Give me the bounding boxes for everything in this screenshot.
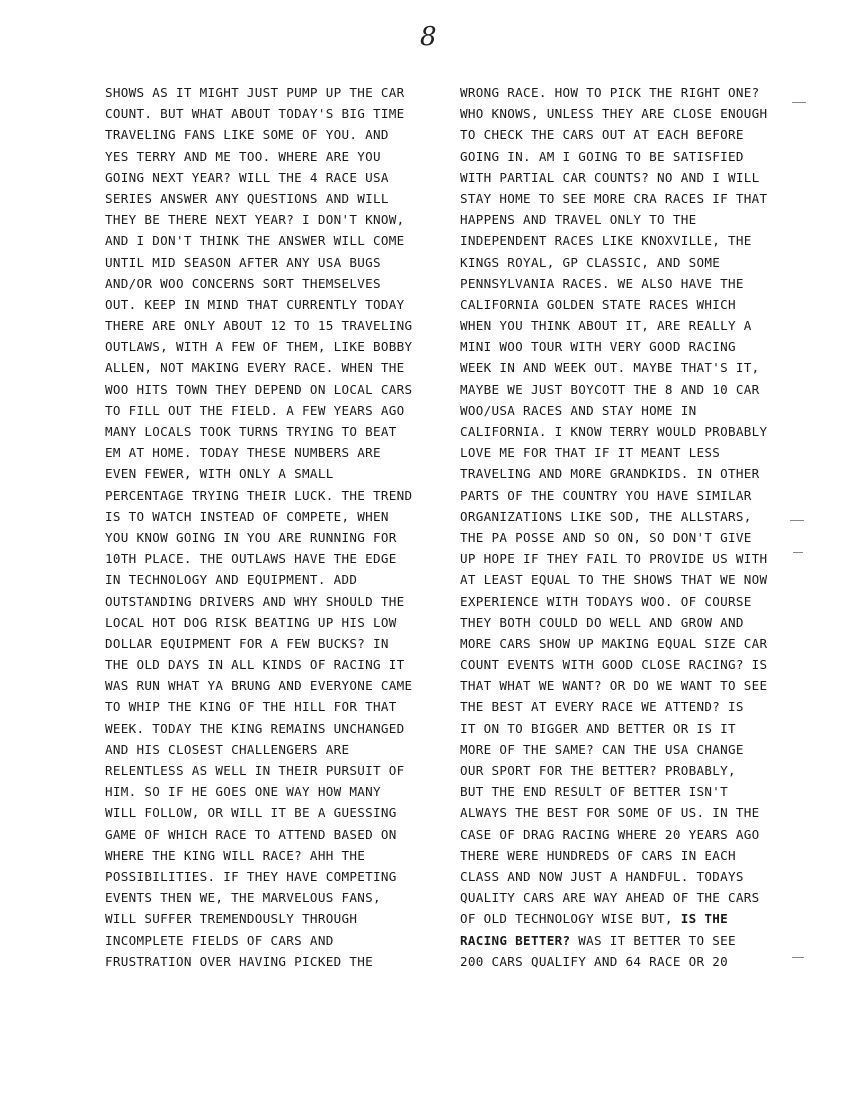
text-line: TRAVELING AND MORE GRANDKIDS. IN OTHER: [460, 466, 760, 482]
text-line: MORE OF THE SAME? CAN THE USA CHANGE: [460, 741, 744, 757]
text-line: WAS RUN WHAT YA BRUNG AND EVERYONE CAME: [105, 678, 413, 694]
text-line: ORGANIZATIONS LIKE SOD, THE ALLSTARS,: [460, 508, 752, 524]
text-line: WOO/USA RACES AND STAY HOME IN: [460, 402, 697, 418]
text-line: HAPPENS AND TRAVEL ONLY TO THE: [460, 212, 697, 228]
text-line: MAYBE WE JUST BOYCOTT THE 8 AND 10 CAR: [460, 381, 760, 397]
text-line: EM AT HOME. TODAY THESE NUMBERS ARE: [105, 445, 381, 461]
text-line: WILL SUFFER TREMENDOUSLY THROUGH: [105, 911, 358, 927]
text-line: EVENTS THEN WE, THE MARVELOUS FANS,: [105, 890, 381, 906]
margin-mark: [792, 102, 806, 103]
text-line: DOLLAR EQUIPMENT FOR A FEW BUCKS? IN: [105, 635, 389, 651]
text-line: CLASS AND NOW JUST A HANDFUL. TODAYS: [460, 868, 744, 884]
text-line: SHOWS AS IT MIGHT JUST PUMP UP THE CAR: [105, 85, 405, 100]
text-line: RELENTLESS AS WELL IN THEIR PURSUIT OF: [105, 763, 405, 778]
text-line: TO FILL OUT THE FIELD. A FEW YEARS AGO: [105, 402, 405, 418]
text-line: THERE WERE HUNDREDS OF CARS IN EACH: [460, 847, 736, 863]
text-line: AND I DON'T THINK THE ANSWER WILL COME: [105, 233, 405, 249]
text-line: IN TECHNOLOGY AND EQUIPMENT. ADD: [105, 572, 358, 588]
text-line: PERCENTAGE TRYING THEIR LUCK. THE TREND: [105, 487, 413, 503]
text-line: WEEK IN AND WEEK OUT. MAYBE THAT'S IT,: [460, 360, 760, 376]
text-line: 200 CARS QUALIFY AND 64 RACE OR 20: [460, 953, 728, 969]
text-line: LOVE ME FOR THAT IF IT MEANT LESS: [460, 445, 721, 461]
text-line: SERIES ANSWER ANY QUESTIONS AND WILL: [105, 190, 389, 206]
text-line: [460, 930, 790, 951]
text-line: WILL FOLLOW, OR WILL IT BE A GUESSING: [105, 805, 397, 821]
text-line: YOU KNOW GOING IN YOU ARE RUNNING FOR: [105, 529, 397, 545]
text-line: WRONG RACE. HOW TO PICK THE RIGHT ONE?: [460, 85, 760, 100]
text-line: AND HIS CLOSEST CHALLENGERS ARE: [105, 741, 350, 757]
text-line: COUNT EVENTS WITH GOOD CLOSE RACING? IS: [460, 657, 768, 673]
page-number: 8: [420, 22, 437, 52]
text-line: THE BEST AT EVERY RACE WE ATTEND? IS: [460, 699, 744, 715]
text-line: TO WHIP THE KING OF THE HILL FOR THAT: [105, 699, 397, 715]
text-line: CASE OF DRAG RACING WHERE 20 YEARS AGO: [460, 826, 760, 842]
text-line: THEY BE THERE NEXT YEAR? I DON'T KNOW,: [105, 212, 405, 228]
margin-mark: [793, 552, 803, 553]
text-line: WOO HITS TOWN THEY DEPEND ON LOCAL CARS: [105, 381, 413, 397]
text-line: TO CHECK THE CARS OUT AT EACH BEFORE: [460, 127, 744, 143]
text-line: THAT WHAT WE WANT? OR DO WE WANT TO SEE: [460, 678, 768, 694]
text-line: QUALITY CARS ARE WAY AHEAD OF THE CARS: [460, 890, 760, 906]
text-line: CALIFORNIA GOLDEN STATE RACES WHICH: [460, 296, 736, 312]
text-line: WHO KNOWS, UNLESS THEY ARE CLOSE ENOUGH: [460, 106, 768, 122]
text-line: GOING IN. AM I GOING TO BE SATISFIED: [460, 148, 744, 164]
text-line: ALWAYS THE BEST FOR SOME OF US. IN THE: [460, 805, 760, 821]
text-line: COUNT. BUT WHAT ABOUT TODAY'S BIG TIME: [105, 106, 405, 122]
text-line: PARTS OF THE COUNTRY YOU HAVE SIMILAR: [460, 487, 752, 503]
text-line: HIM. SO IF HE GOES ONE WAY HOW MANY: [105, 784, 381, 800]
right-column: [460, 82, 790, 972]
text-line: IS TO WATCH INSTEAD OF COMPETE, WHEN: [105, 508, 389, 524]
text-line: THE PA POSSE AND SO ON, SO DON'T GIVE: [460, 529, 752, 545]
text-line: KINGS ROYAL, GP CLASSIC, AND SOME: [460, 254, 721, 270]
text-line: POSSIBILITIES. IF THEY HAVE COMPETING: [105, 868, 397, 884]
text-line: OUR SPORT FOR THE BETTER? PROBABLY,: [460, 763, 736, 778]
text-line: ALLEN, NOT MAKING EVERY RACE. WHEN THE: [105, 360, 405, 376]
text-line: 10TH PLACE. THE OUTLAWS HAVE THE EDGE: [105, 551, 397, 567]
margin-mark: [790, 520, 804, 521]
text-line: TRAVELING FANS LIKE SOME OF YOU. AND: [105, 127, 389, 143]
text-line: MANY LOCALS TOOK TURNS TRYING TO BEAT: [105, 424, 397, 439]
margin-mark: [792, 957, 804, 958]
text-line: OUTSTANDING DRIVERS AND WHY SHOULD THE: [105, 593, 405, 609]
text-line: STAY HOME TO SEE MORE CRA RACES IF THAT: [460, 190, 768, 206]
text-line: THEY BOTH COULD DO WELL AND GROW AND: [460, 614, 744, 630]
text-line: EXPERIENCE WITH TODAYS WOO. OF COURSE: [460, 593, 752, 609]
text-line: GAME OF WHICH RACE TO ATTEND BASED ON: [105, 826, 397, 842]
text-line: EVEN FEWER, WITH ONLY A SMALL: [105, 466, 334, 482]
text-segment: WAS IT BETTER TO SEE: [570, 932, 736, 948]
text-line: OUT. KEEP IN MIND THAT CURRENTLY TODAY: [105, 296, 405, 312]
text-line: AND/OR WOO CONCERNS SORT THEMSELVES: [105, 275, 381, 291]
bold-text-segment: RACING BETTER?: [460, 932, 571, 948]
text-line: INCOMPLETE FIELDS OF CARS AND: [105, 932, 334, 948]
text-line: PENNSYLVANIA RACES. WE ALSO HAVE THE: [460, 275, 744, 291]
text-line: WEEK. TODAY THE KING REMAINS UNCHANGED: [105, 720, 405, 736]
text-line: YES TERRY AND ME TOO. WHERE ARE YOU: [105, 148, 381, 164]
text-line: [460, 908, 790, 929]
text-line: INDEPENDENT RACES LIKE KNOXVILLE, THE: [460, 233, 752, 249]
text-line: FRUSTRATION OVER HAVING PICKED THE: [105, 953, 373, 969]
text-line: BUT THE END RESULT OF BETTER ISN'T: [460, 784, 728, 800]
text-line: LOCAL HOT DOG RISK BEATING UP HIS LOW: [105, 614, 397, 630]
left-column: [105, 82, 425, 972]
text-line: THERE ARE ONLY ABOUT 12 TO 15 TRAVELING: [105, 318, 413, 334]
text-line: CALIFORNIA. I KNOW TERRY WOULD PROBABLY: [460, 424, 768, 439]
bold-text-segment: IS THE: [680, 911, 728, 927]
text-line: THE OLD DAYS IN ALL KINDS OF RACING IT: [105, 657, 405, 673]
text-line: OUTLAWS, WITH A FEW OF THEM, LIKE BOBBY: [105, 339, 413, 355]
text-line: UP HOPE IF THEY FAIL TO PROVIDE US WITH: [460, 551, 768, 567]
text-line: WHEN YOU THINK ABOUT IT, ARE REALLY A: [460, 318, 752, 334]
text-line: MORE CARS SHOW UP MAKING EQUAL SIZE CAR: [460, 635, 768, 651]
text-line: GOING NEXT YEAR? WILL THE 4 RACE USA: [105, 169, 389, 185]
text-line: WITH PARTIAL CAR COUNTS? NO AND I WILL: [460, 169, 760, 185]
text-line: MINI WOO TOUR WITH VERY GOOD RACING: [460, 339, 736, 355]
text-line: UNTIL MID SEASON AFTER ANY USA BUGS: [105, 254, 381, 270]
text-line: WHERE THE KING WILL RACE? AHH THE: [105, 847, 366, 863]
text-segment: OF OLD TECHNOLOGY WISE BUT,: [460, 911, 681, 927]
text-line: IT ON TO BIGGER AND BETTER OR IS IT: [460, 720, 736, 736]
text-line: AT LEAST EQUAL TO THE SHOWS THAT WE NOW: [460, 572, 768, 588]
